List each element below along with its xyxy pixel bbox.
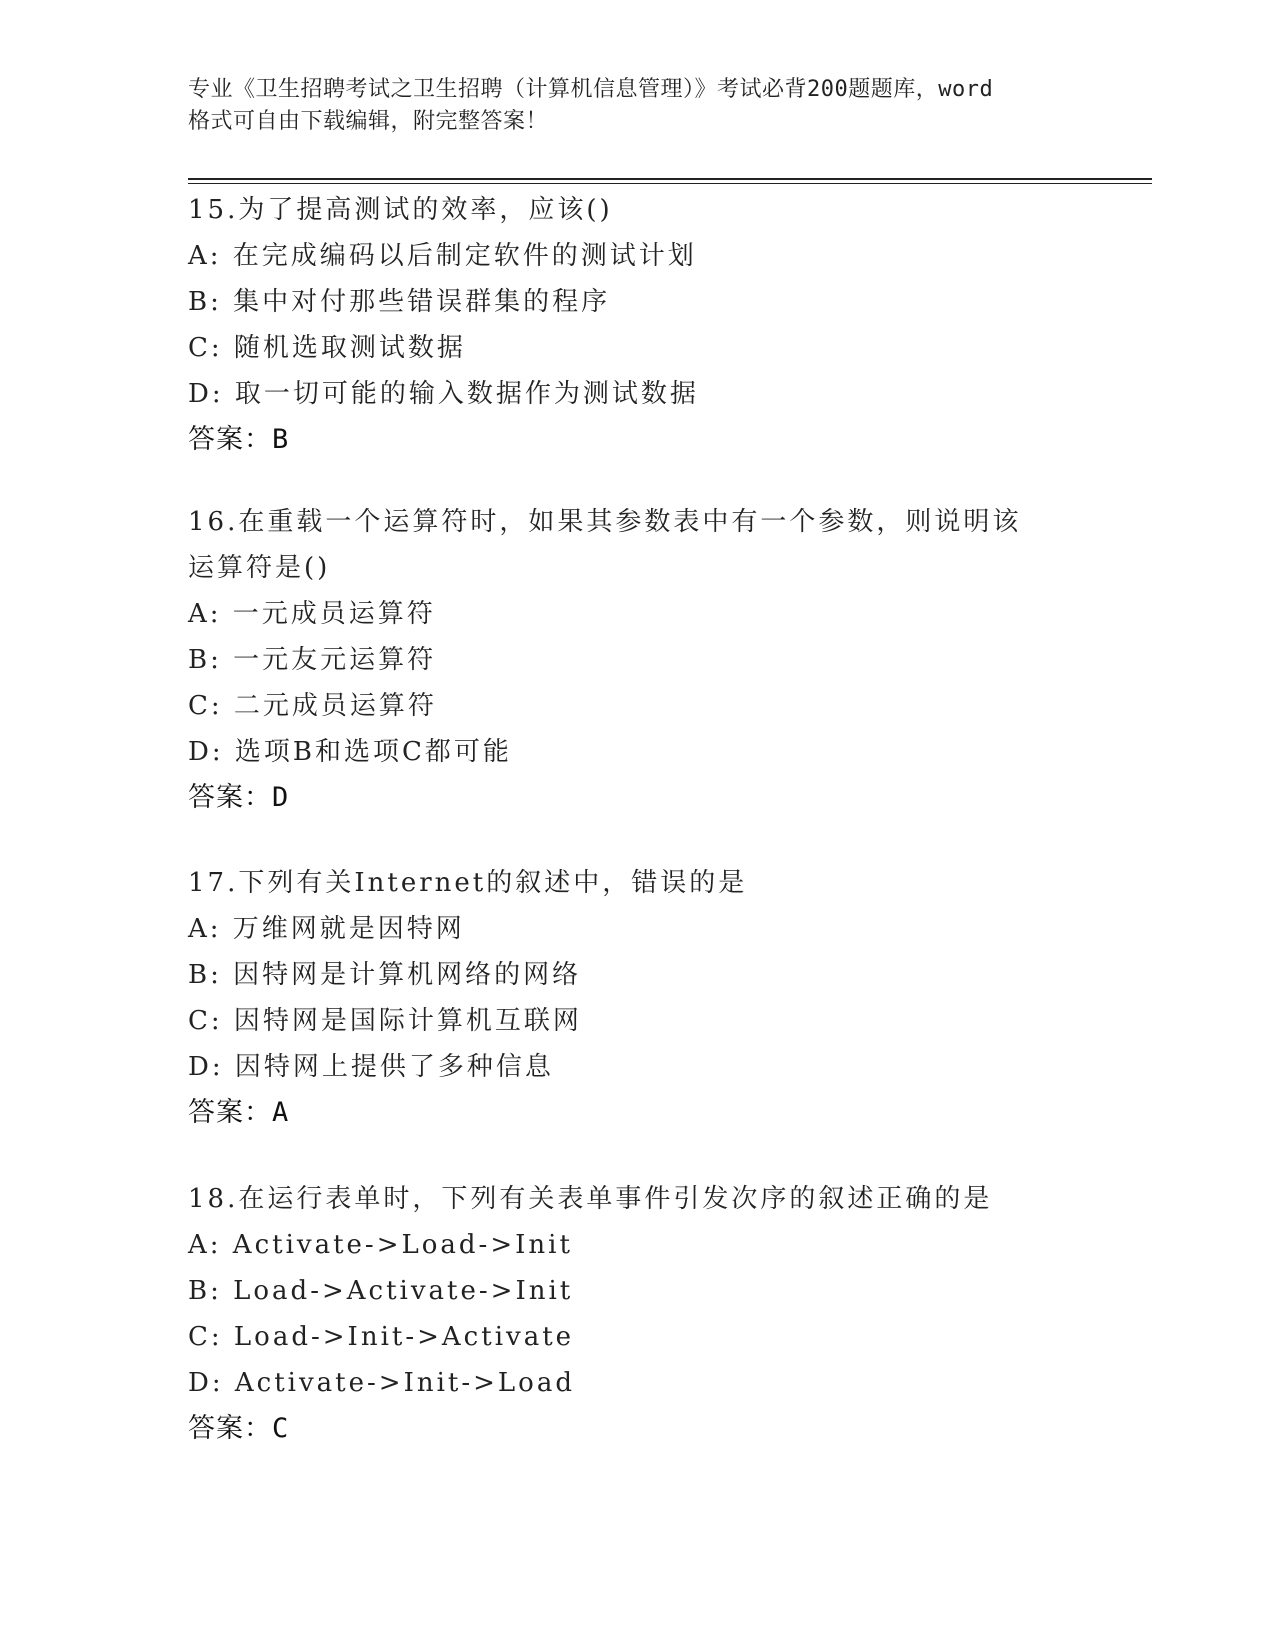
option-a: A: 一元成员运算符 (188, 599, 436, 629)
answer-label: 答案： (188, 1097, 272, 1128)
header-line-2: 格式可自由下载编辑，附完整答案！ (188, 109, 549, 134)
answer-line (188, 1090, 1088, 1136)
answer-line (188, 775, 1088, 821)
option-b: B: Load->Activate->Init (188, 1276, 574, 1306)
answer-value: C (272, 1413, 290, 1444)
option-d: D: 因特网上提供了多种信息 (188, 1052, 554, 1082)
answer-value: A (272, 1097, 290, 1128)
answer-line (188, 1406, 1088, 1452)
question-18 (188, 1176, 1088, 1452)
option-a: A: 在完成编码以后制定软件的测试计划 (188, 241, 697, 271)
option-d: D: 选项B和选项C都可能 (188, 737, 512, 767)
answer-value: B (272, 424, 290, 455)
document-header (188, 74, 1088, 138)
question-15 (188, 187, 1088, 463)
option-d: D: 取一切可能的输入数据作为测试数据 (188, 379, 699, 409)
question-16 (188, 499, 1088, 821)
option-c: C: 二元成员运算符 (188, 691, 437, 721)
option-c: C: 因特网是国际计算机互联网 (188, 1006, 582, 1036)
option-b: B: 集中对付那些错误群集的程序 (188, 287, 611, 317)
question-stem: 17.下列有关Internet的叙述中，错误的是 (188, 868, 748, 898)
question-stem: 15.为了提高测试的效率，应该() (188, 195, 613, 225)
option-a: A: 万维网就是因特网 (188, 914, 465, 944)
header-rule-thick (188, 178, 1152, 180)
question-stem: 16.在重载一个运算符时，如果其参数表中有一个参数，则说明该运算符是() (188, 507, 1022, 583)
answer-value: D (272, 782, 290, 813)
option-c: C: 随机选取测试数据 (188, 333, 466, 363)
option-d: D: Activate->Init->Load (188, 1368, 575, 1398)
question-stem: 18.在运行表单时，下列有关表单事件引发次序的叙述正确的是 (188, 1184, 993, 1214)
question-17 (188, 860, 1088, 1136)
header-line-1: 专业《卫生招聘考试之卫生招聘（计算机信息管理）》考试必背200题题库，word (188, 77, 994, 102)
option-b: B: 因特网是计算机网络的网络 (188, 960, 582, 990)
answer-line (188, 417, 1088, 463)
option-c: C: Load->Init->Activate (188, 1322, 575, 1352)
answer-label: 答案： (188, 424, 272, 455)
header-rule-thin (188, 183, 1152, 184)
answer-label: 答案： (188, 1413, 272, 1444)
option-a: A: Activate->Load->Init (188, 1230, 573, 1260)
option-b: B: 一元友元运算符 (188, 645, 437, 675)
answer-label: 答案： (188, 782, 272, 813)
